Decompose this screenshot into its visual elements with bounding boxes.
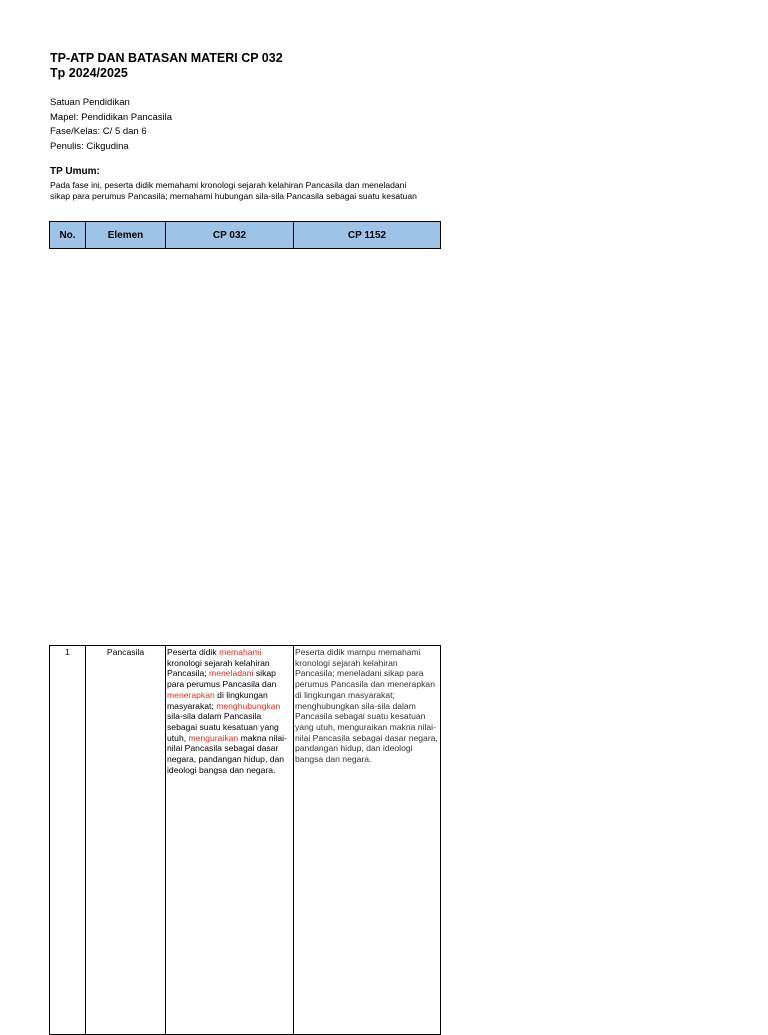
cell-cp-1152: Peserta didik mampu memahami kronologi sejarah kelahiran Pancasila; meneladani sikap para perumus Pancasila dan menerapkan di lingkungan masyarakat; menghubungkan sila-sila dalam Pancasila sebagai suatu kesatuan yang utuh, menguraikan makna nilai-nilai Pancasila sebagai dasar negara, pandangan hidup, dan ideologi bangsa dan negara. (294, 646, 441, 1035)
cp032-text: sikap para perumus Pancasila dan (167, 668, 277, 690)
cp032-text: Peserta didik (167, 647, 220, 657)
cp032-text: kronologi sejarah kelahiran Pancasila; (167, 657, 270, 679)
tp-umum-line-1: Pada fase ini, peserta didik memahami kronologi sejarah kelahiran Pancasila dan meneladani (50, 180, 407, 190)
cell-cp-032 (166, 646, 294, 1035)
header-no: No. (50, 222, 86, 249)
keyword-meneladani: meneladani (209, 668, 254, 679)
tp-umum-text (50, 180, 440, 202)
header-elemen: Elemen (86, 222, 166, 249)
keyword-memahami: memahami (219, 647, 262, 657)
meta-satuan: Satuan Pendidikan (50, 97, 130, 108)
keyword-menghubungkan: menghubungkan (216, 700, 281, 711)
cp032-text: sila-sila dalam Pancasila sebagai suatu kesatuan yang utuh, (167, 711, 279, 743)
header-cp-032: CP 032 (166, 222, 294, 249)
cell-no: 1 (50, 646, 86, 1035)
header-table (49, 221, 441, 249)
cp032-text: di lingkungan masyarakat; (167, 689, 268, 711)
cp032-text: makna nilai-nilai Pancasila sebagai dasar negara, pandangan hidup, dan ideologi bangsa dan negara. (167, 732, 287, 775)
meta-fase: Fase/Kelas: C/ 5 dan 6 (50, 126, 147, 138)
cell-elemen: Pancasila (86, 646, 166, 1035)
document-meta (50, 96, 172, 154)
content-table (49, 645, 441, 1035)
meta-mapel: Mapel: Pendidikan Pancasila (50, 111, 172, 123)
document-subtitle: Tp 2024/2025 (50, 66, 128, 80)
keyword-menerapkan: menerapkan (167, 689, 215, 700)
tp-umum-heading: TP Umum: (50, 166, 100, 177)
document-title: TP-ATP DAN BATASAN MATERI CP 032 (50, 51, 283, 65)
table-row (50, 646, 441, 1035)
keyword-menguraikan: menguraikan (188, 732, 239, 743)
header-cp-1152: CP 1152 (294, 222, 441, 249)
meta-penulis: Penulis: Cikgudina (50, 140, 129, 152)
tp-umum-line-2: sikap para perumus Pancasila; memahami hubungan sila-sila Pancasila sebagai suatu kesatuan (50, 190, 417, 201)
